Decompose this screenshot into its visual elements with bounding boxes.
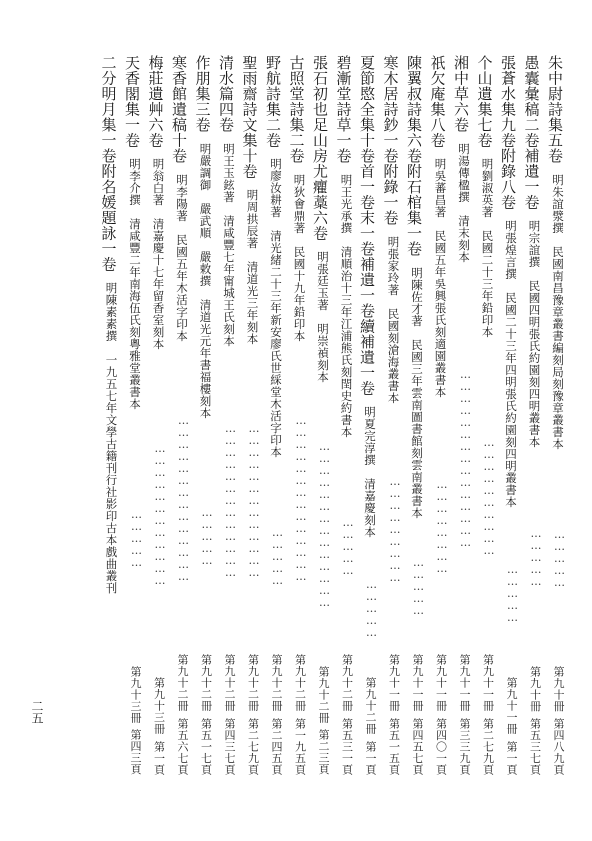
entry-page: 第一頁 [364,740,377,775]
leader-dots: …………… [130,507,143,568]
entry-volume: 第九十二冊 [317,665,330,723]
entry-page: 第二三頁 [317,729,330,775]
entry-title: 愚囊彙稿二卷補遺一卷 [522,55,541,210]
entry-note: 明周拱辰著 清道光三年刻本 [245,189,260,345]
leader-dots: …………… [506,562,519,623]
entry-note: 明吳蕃昌著 民國五年吳興張氏刻適園叢書本 [433,158,448,398]
leader-dots: ………………………… [482,436,496,556]
entry-title: 作朋集三卷 [193,55,212,133]
entry-page: 第五三七頁 [528,717,542,775]
entry-volume: 第九十一冊 [458,654,471,712]
catalog-entry [164,55,190,775]
catalog-entry [423,55,449,775]
catalog-entry [517,55,543,775]
entry-note: 明湯傳楹撰 清末刻本 [457,142,471,263]
leader-dots: …………… [271,526,284,586]
catalog-entry [258,55,284,775]
entry-page: 第一頁 [505,740,518,775]
entry-note: 明陳素素撰 一九五七年文學古籍刊行社影印古本戲曲叢刊 [104,282,119,594]
entry-volume: 第九十一冊 [505,677,518,735]
entry-title: 張蒼水集九卷附錄八卷 [499,55,517,210]
entry-title: 朱中尉詩集五卷 [546,55,564,164]
entry-title: 古照堂詩集二卷 [287,55,306,164]
entry-page: 第二四五頁 [270,717,283,775]
entry-page: 第五三一頁 [340,717,354,775]
catalog-entry [329,55,355,775]
leader-dots: ………………………………… [224,422,237,579]
catalog-entry [446,55,472,775]
catalog-entry [211,55,237,775]
leader-dots: ………………………………… [247,421,261,578]
entry-title: 个山遺集七卷 [475,55,494,148]
entry-note: 明李陽著 民國五年木活字印本 [175,173,189,342]
entry-volume: 第九十一冊 [387,654,401,712]
entry-title: 梅莊遺艸六卷 [146,55,165,148]
catalog-entry [399,55,425,775]
entry-title: 野航詩集二卷 [264,55,282,148]
entry-volume: 第九十二冊 [340,654,354,712]
entry-volume: 第九十三冊 [152,677,166,735]
leader-dots: …………… [365,577,378,638]
leader-dots: …………………………………… [177,413,190,582]
entry-note: 明朱誼㵨撰 民國南昌豫章叢書編刻局刻豫章叢書本 [551,173,565,450]
leader-dots: …………………………………… [318,440,331,609]
entry-title: 陳翼叔詩集六卷附石棺集一卷 [405,55,423,257]
catalog-entry [94,55,120,775]
catalog-entry [352,55,378,775]
leader-dots: …………… [529,526,543,587]
entry-note: 明李介撰 清咸豐二年南海伍氏刻粵雅堂叢書本 [128,158,142,410]
entry-note: 明張家玲著 民國刻滄海叢書本 [386,235,401,404]
entry-page: 第四三七頁 [223,717,236,775]
catalog-entry [376,55,402,775]
entry-title: 夏節愍全集十卷首一卷末一卷補遺一卷續補遺一卷 [358,55,376,396]
entry-note: 明王玉鉉著 清咸豐七年甯城王氏刻本 [222,142,236,347]
entry-volume: 第九十一冊 [411,654,424,712]
leader-dots: …………………… [435,478,449,574]
entry-page: 第四五七頁 [411,717,424,775]
entry-volume: 第九十二冊 [199,654,213,712]
page-number: 二五 [30,700,44,724]
entry-volume: 第九十二冊 [246,654,260,712]
entry-note: 明劉淑英著 民國二十三年鉛印本 [480,158,495,338]
entry-note: 明嚴調御 嚴武順 嚴敕撰 清道光元年書福樓刻本 [198,142,213,419]
leader-dots: …………… [412,556,425,617]
entry-volume: 第九十冊 [552,665,565,712]
catalog-entry [470,55,496,775]
entry-title: 清水篇四卷 [217,55,235,133]
leader-dots: ……………………………… [153,441,167,586]
catalog-entry [493,55,519,775]
entry-page: 第五一五頁 [387,717,401,775]
entry-volume: 第九十二冊 [223,654,236,712]
catalog-entry [188,55,214,775]
leader-dots: …………………………………… [294,413,308,582]
entry-note: 明張廷玉著 明崇禎刻本 [316,251,330,383]
entry-page: 第一頁 [152,740,166,775]
leader-dots: …………… [341,515,355,576]
entry-title: 張石初也足山房尤癯藁六卷 [311,55,329,241]
leader-dots: ……………………… [388,474,402,583]
catalog-entry [305,55,331,775]
catalog-entry [141,55,167,775]
entry-volume: 第九十二冊 [270,654,283,712]
entry-volume: 第九十一冊 [481,654,495,712]
entry-note: 明宗誼撰 民國四明張氏約園刻四明叢書本 [527,220,542,448]
entry-page: 第二七九頁 [481,717,495,775]
entry-title: 二分明月集一卷附名媛題詠一卷 [99,55,118,272]
entry-page: 第三三九頁 [458,717,471,775]
entry-title: 湘中草六卷 [452,55,470,133]
entry-note: 明陳佐才著 民國三年雲南圖書館刻雲南叢書本 [410,266,424,519]
entry-note: 明廖汝耕著 清光緒二十三年新安廖氏世綵堂木活字印本 [269,158,283,458]
entry-title: 天香閣集一卷 [123,55,141,148]
entry-title: 寒香館遺稿十卷 [170,55,188,164]
entry-volume: 第九十二冊 [364,677,377,735]
entry-page: 第五六七頁 [176,717,189,775]
leader-dots: ……………………………………… [459,368,472,549]
entry-page: 第一九五頁 [293,717,307,775]
entry-page: 第二七九頁 [246,717,260,775]
entry-note: 明王光承撰 清順治十三年江浦熊氏刻閏史約書本 [339,173,354,438]
entry-volume: 第九十二冊 [293,654,307,712]
entry-page: 第四三頁 [129,729,142,775]
entry-page: 第四〇一頁 [434,717,448,775]
entry-volume: 第九十三冊 [129,665,142,723]
entry-page: 第五一七頁 [199,717,213,775]
entry-note: 明狄會鼎著 民國十九年鉛印本 [292,173,307,342]
entry-note: 明夏完淳撰 清嘉慶刻本 [363,406,377,538]
entry-title: 聖雨齋詩文集十卷 [240,55,259,179]
entry-volume: 第九十一冊 [434,654,448,712]
entry-title: 祇欠庵集八卷 [428,55,447,148]
entry-title: 碧漸堂詩草一卷 [334,55,353,164]
leader-dots: …………… [553,527,566,588]
catalog-entry [235,55,261,775]
entry-note: 明張煌言撰 民國二十三年四明張氏約園刻四明叢書本 [504,220,518,508]
entry-volume: 第九十二冊 [176,654,189,712]
catalog-entry [282,55,308,775]
catalog-entry [540,55,566,775]
leader-dots: …………… [200,506,214,567]
entry-note: 明翁白著 清嘉慶十七年留香室刻本 [151,158,166,350]
entry-volume: 第九十冊 [528,665,542,712]
entry-title: 寒木居詩鈔一卷附錄一卷 [381,55,400,226]
catalog-entry [117,55,143,775]
entry-page: 第四八九頁 [552,717,565,775]
